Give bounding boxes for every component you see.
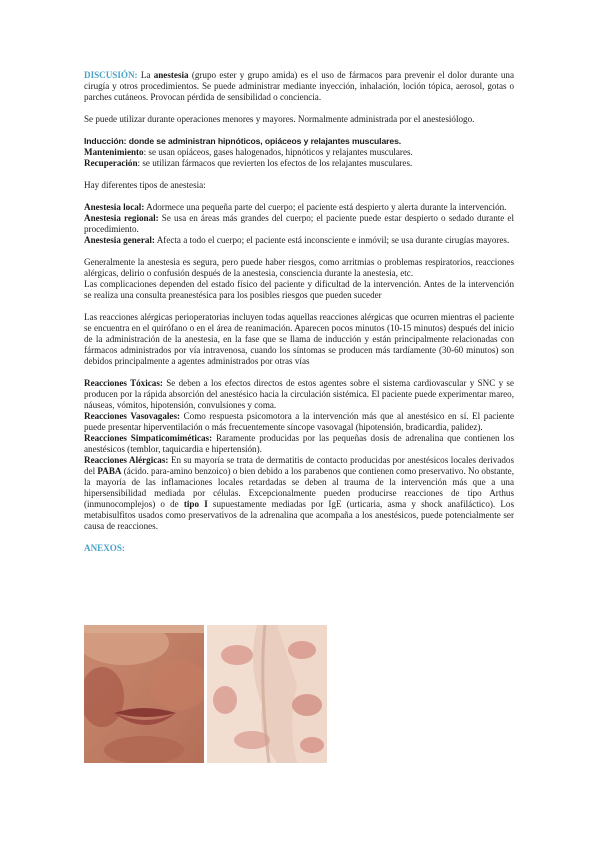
types-intro: Hay diferentes tipos de anestesia: bbox=[84, 180, 206, 190]
reaction-toxic: Reacciones Tóxicas: Se deben a los efectos directos de estos agentes sobre el sistema cardiovascular y SNC y se producen por la rápida absorción del anestésico hacia la circulación sistémica. El paciente puede experimentar mareo, náuseas, vómitos, hipotensión, convulsiones y coma. bbox=[84, 378, 514, 410]
document-body bbox=[84, 70, 514, 554]
discussion-paragraph: DISCUSIÓN: La anestesia (grupo ester y grupo amida) es el uso de fármacos para prevenir el dolor durante una cirugía y otros procedimientos. Se puede administrar mediante inyección, inhalación, loción tópica, aerosol, gotas o parches cutáneos. Provocan pérdida de sensibilidad o conciencia. bbox=[84, 70, 514, 102]
anesthesia-term: anestesia bbox=[153, 70, 189, 80]
reaction-sympathomimetic: Reacciones Simpaticomiméticas: Raramente producidas por las pequeñas dosis de adrenalina que contienen los anestésicos (temblor, taquicardia e hipertensión). bbox=[84, 433, 515, 454]
reaction-vasovagal: Reacciones Vasovagales: Como respuesta psicomotora a la intervención más que al anestésico en sí. El paciente puede presentar hiperventilación o más frecuentemente síncope vasovagal (hipotensión, bradicardia, palidez). bbox=[84, 411, 514, 432]
face-rash-illustration bbox=[84, 625, 204, 763]
type-general: Anestesia general: Afecta a todo el cuerpo; el paciente está inconsciente e inmóvil; se usa durante cirugías mayores. bbox=[84, 235, 510, 245]
usage-paragraph: Se puede utilizar durante operaciones menores y mayores. Normalmente administrada por el anestesiólogo. bbox=[84, 114, 475, 124]
type-local: Anestesia local: Adormece una pequeña parte del cuerpo; el paciente está despierto y alerta durante la intervención. bbox=[84, 202, 507, 212]
allergic-intro-paragraph: Las reacciones alérgicas perioperatorias incluyen todas aquellas reacciones alérgicas que ocurren mientras el paciente se encuentra en el quirófano o en el área de reanimación. Aparecen pocos minutos (10-15 minutos) después del inicio de la administración de la anestesia, en la fase que se llama de inducción y están principalmente relacionadas con fármacos administrados por vía intravenosa, cuando los síntomas se producen más tardíamente (30-60 minutos) son debidos principalmente a agentes administrados por otras vías bbox=[84, 312, 514, 366]
discussion-heading: DISCUSIÓN: bbox=[84, 70, 138, 80]
maintenance-line: Mantenimiento: se usan opiáceos, gases halogenados, hipnóticos y relajantes musculares. bbox=[84, 147, 413, 157]
face-rash-photo bbox=[84, 625, 204, 763]
risks-paragraph: Generalmente la anestesia es segura, pero puede haber riesgos, como arritmias o problemas respiratorios, reacciones alérgicas, delirio o confusión después de la anestesia, consciencia durante la anestesia, etc. bbox=[84, 257, 514, 278]
type-regional: Anestesia regional: Se usa en áreas más grandes del cuerpo; el paciente puede estar despierto o sedado durante el procedimiento. bbox=[84, 213, 514, 234]
complications-paragraph: Las complicaciones dependen del estado físico del paciente y dificultad de la intervención. Antes de la intervención se realiza una consulta preanestésica para los posibles riesgos que pueden suceder bbox=[84, 279, 514, 300]
annex-images bbox=[84, 625, 328, 763]
reaction-allergic: Reacciones Alérgicas: En su mayoría se trata de dermatitis de contacto producidas por anestésicos locales derivados del PABA (ácido. para-amino benzoico) o bien debido a los parabenos que contienen como preservativo. No obstante, la mayoría de las inflamaciones locales retardadas se deben al trauma de la intervención más que a una hipersensibilidad mediada por células. Excepcionalmente pueden producirse reacciones de tipo Arthus (inmunocomplejos) o de tipo I supuestamente mediadas por IgE (urticaria, asma y shock anafiláctico). Los metabisulfitos usados como preservativos de la adrenalina que acompaña a los anestésicos, puede potencialmente ser causa de reacciones. bbox=[84, 455, 514, 531]
annex-heading: ANEXOS: bbox=[84, 543, 125, 553]
induction-line: Inducción: donde se administran hipnóticos, opiáceos y relajantes musculares. bbox=[84, 136, 402, 146]
back-rash-photo bbox=[207, 625, 327, 763]
back-rash-illustration bbox=[207, 625, 327, 763]
recovery-line: Recuperación: se utilizan fármacos que revierten los efectos de los relajantes musculares. bbox=[84, 158, 413, 168]
